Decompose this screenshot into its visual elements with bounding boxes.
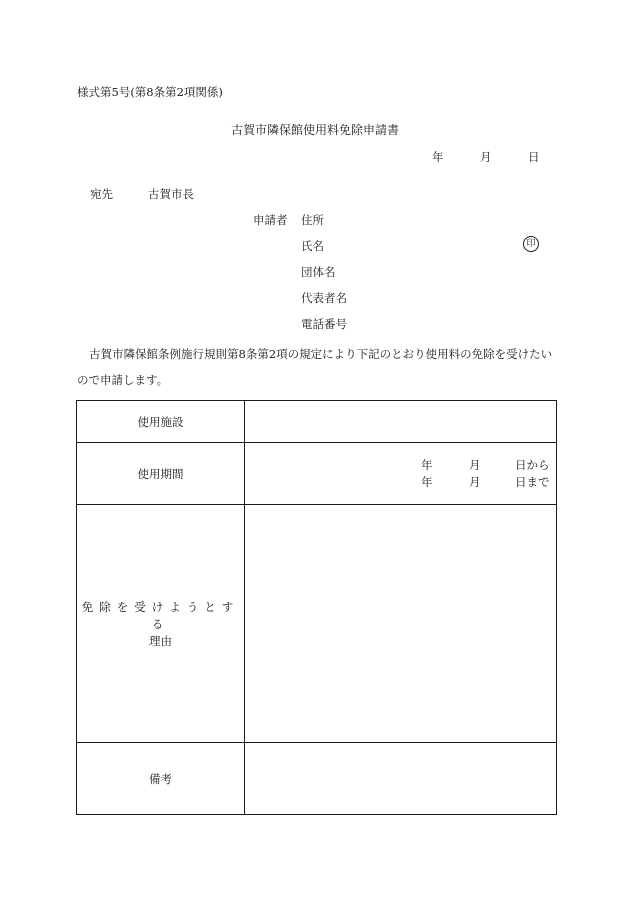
reason-label-line2: 理由 [149, 633, 172, 648]
period-to-year: 年 [421, 475, 433, 489]
period-from-year: 年 [421, 458, 433, 472]
date-day-label: 日 [528, 150, 540, 164]
period-from-month: 月 [469, 458, 481, 472]
applicant-role-label: 申請者 [253, 213, 288, 227]
facility-label: 使用施設 [77, 401, 245, 443]
period-to-month: 月 [469, 475, 481, 489]
period-label: 使用期間 [77, 443, 245, 505]
representative-name-label: 代表者名 [301, 291, 347, 305]
remarks-label: 備考 [77, 743, 245, 815]
addressee-name: 古賀市長 [148, 187, 194, 201]
reason-row [77, 505, 557, 743]
seal-mark: 印 [523, 236, 539, 252]
form-title: 古賀市隣保館使用料免除申請書 [230, 123, 399, 137]
facility-row [77, 401, 557, 443]
organization-name-label: 団体名 [301, 265, 336, 279]
applicant-address-label: 住所 [301, 213, 324, 227]
application-table [76, 400, 557, 815]
phone-number-label: 電話番号 [301, 317, 347, 331]
period-from-day: 日から [515, 458, 550, 472]
reason-label-line1: 免除を受けようとする [81, 599, 240, 631]
date-year-label: 年 [432, 150, 444, 164]
period-value-cell [245, 443, 557, 505]
date-month-label: 月 [480, 150, 492, 164]
form-number: 様式第5号(第8条第2項関係) [77, 85, 223, 99]
remarks-row [77, 743, 557, 815]
reason-label [77, 505, 245, 743]
addressee-label: 宛先 [90, 187, 113, 201]
period-to-day: 日まで [515, 475, 550, 489]
applicant-name-label: 氏名 [301, 239, 324, 253]
facility-value-cell [245, 401, 557, 443]
remarks-value-cell [245, 743, 557, 815]
request-statement: 古賀市隣保館条例施行規則第8条第2項の規定により下記のとおり使用料の免除を受けたいので申請します。 [77, 347, 553, 387]
reason-value-cell [245, 505, 557, 743]
period-row [77, 443, 557, 505]
